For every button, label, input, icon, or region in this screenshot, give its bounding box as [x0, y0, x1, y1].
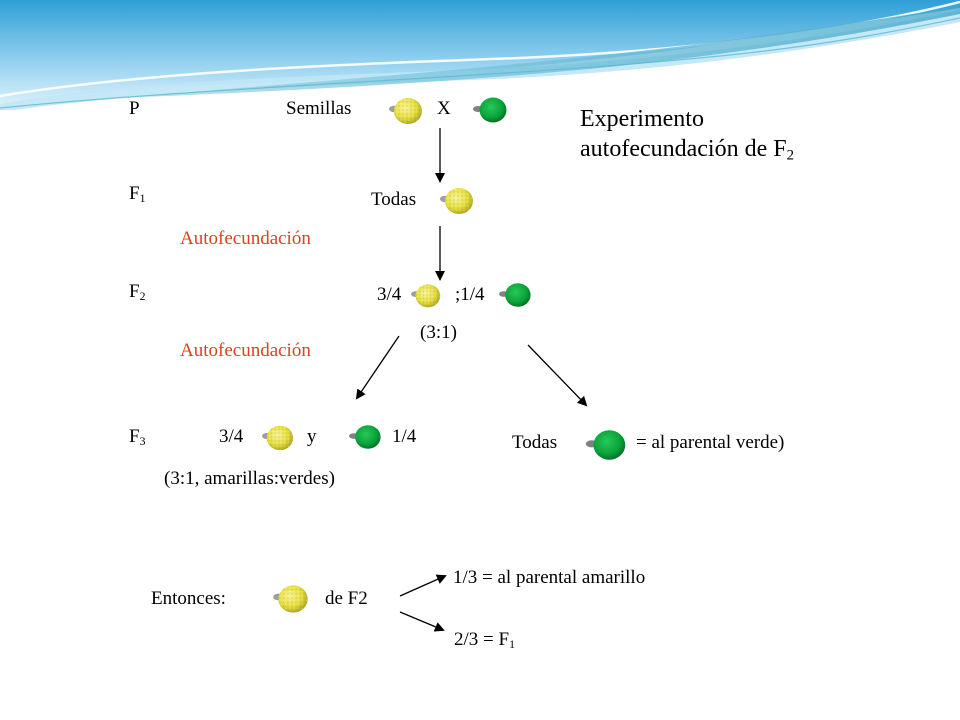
autofecundacion-label-1: Autofecundación — [180, 228, 311, 249]
generation-label-f3 — [129, 427, 145, 446]
semillas-label: Semillas — [286, 98, 352, 119]
two-thirds-label — [454, 630, 515, 649]
generation-label-f1 — [129, 184, 145, 203]
todas-right-label: Todas — [512, 432, 558, 453]
yellow-pea-seed-icon — [270, 580, 314, 616]
f1-subscript: 1 — [139, 191, 146, 205]
yellow-pea-seed-icon — [437, 183, 479, 217]
title-subscript: 2 — [786, 147, 795, 164]
f3-three-quarters: 3/4 — [219, 426, 244, 447]
f3-subscript: 3 — [139, 434, 146, 448]
green-pea-seed-icon — [346, 421, 386, 453]
autofecundacion-label-2: Autofecundación — [180, 340, 311, 361]
generation-label-f2 — [129, 282, 145, 301]
f3-ratio-label: (3:1, amarillas:verdes) — [164, 468, 335, 489]
green-pea-seed-icon — [496, 279, 536, 311]
f2-letter: F — [129, 281, 140, 302]
f3-one-quarter: 1/4 — [392, 426, 417, 447]
yellow-pea-seed-icon — [386, 93, 428, 127]
parental-verde-label: = al parental verde) — [636, 432, 785, 453]
arrow-f2-to-f3-left — [357, 336, 399, 398]
two-thirds-text: 2/3 = F — [454, 629, 510, 650]
two-thirds-subscript: 1 — [509, 637, 515, 651]
green-pea-seed-icon — [582, 425, 632, 465]
f3-letter: F — [129, 426, 140, 447]
de-f2-label: de F2 — [325, 588, 368, 609]
entonces-label: Entonces: — [151, 588, 226, 609]
arrow-to-one-third — [400, 576, 445, 596]
yellow-pea-seed-icon — [259, 421, 299, 453]
one-third-label: 1/3 = al parental amarillo — [453, 567, 646, 588]
slide-title — [580, 104, 794, 164]
title-line-2 — [580, 134, 794, 164]
ratio-3-1: (3:1) — [420, 322, 457, 343]
f2-subscript: 2 — [139, 289, 146, 303]
yellow-pea-seed-icon — [408, 280, 446, 310]
green-pea-seed-icon — [470, 93, 512, 127]
generation-label-p: P — [129, 98, 140, 119]
title-line-2-text: autofecundación de F — [580, 136, 787, 162]
cross-x-label: X — [437, 98, 451, 119]
f2-one-quarter: ;1/4 — [455, 284, 485, 305]
f2-three-quarters: 3/4 — [377, 284, 402, 305]
f3-y-label: y — [307, 426, 317, 447]
arrow-to-two-thirds — [400, 612, 443, 630]
title-line-1: Experimento — [580, 106, 704, 132]
todas-f1-label: Todas — [371, 189, 417, 210]
f1-letter: F — [129, 183, 140, 204]
arrow-f2-to-f3-right — [528, 345, 586, 405]
